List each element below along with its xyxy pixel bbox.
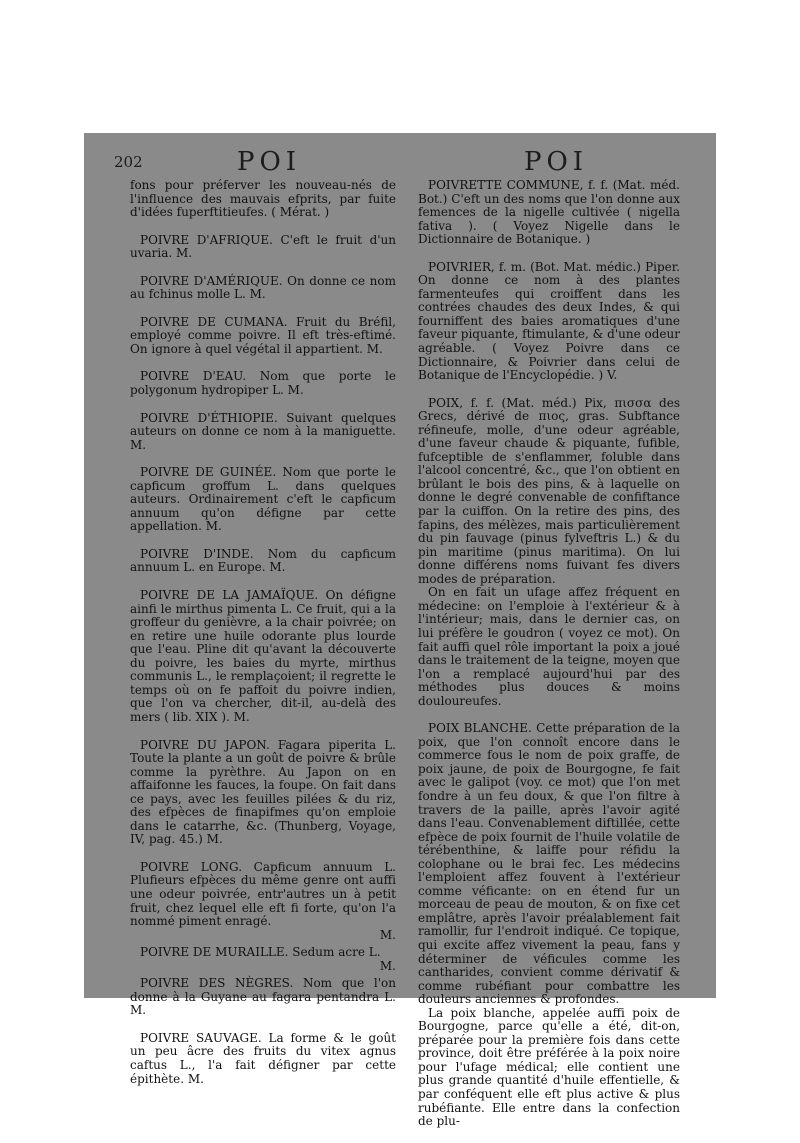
entry-continuation: fons pour préferver les nouveau-nés de l'influence des mauvais efprits, par fuite d'idées fuperftitieufes. ( Mérat. )	[130, 178, 396, 220]
entry-signature: M.	[379, 927, 396, 942]
entry-poivre-negres: POIVRE DES NÈGRES. Nom que l'on donne à la Guyane au fagara pentandra L. M.	[130, 976, 396, 1018]
entry-poivre-guinee: POIVRE DE GUINÉE. Nom que porte le capficum groffum L. dans quelques auteurs. Ordinairement c'eft le capficum annuum qu'on défigne par cette appellation. M.	[130, 465, 396, 534]
entry-poivre-cumana: POIVRE DE CUMANA. Fruit du Bréfil, employé comme poivre. Il eft très-eftimé. On ignore à quel végétal il appartient. M.	[130, 314, 396, 356]
entry-poivre-afrique: POIVRE D'AFRIQUE. C'eft le fruit d'un uvaria. M.	[130, 232, 396, 261]
entry-poivre-japon: POIVRE DU JAPON. Fagara piperita L. Toute la plante a un goût de poivre & brûle comme la pyrèthre. Au Japon on en affaifonne les fauces, la foupe. On fait dans ce pays, avec les feuilles pilées & du riz, des efpèces de finapifmes qu'on emploie dans le catarrhe, &c. (Thunberg, Voyage, IV, pag. 45.) M.	[130, 737, 396, 847]
entry-poivre-inde: POIVRE D'INDE. Nom du capficum annuum L. en Europe. M.	[130, 546, 396, 575]
page-header	[92, 147, 706, 177]
entry-poix-blanche: POIX BLANCHE. Cette préparation de la poix, que l'on connoît encore dans le commerce fous le nom de poix graffe, de poix jaune, de poix de Bourgogne, fe fait avec le galipot (voy. ce mot) que l'on met fondre à un feu doux, & que l'on filtre à travers de la paille, après l'avoir agité dans l'eau. Convenablement diftillée, cette efpèce de poix fournit de l'huile volatile de térébenthine, & laiffe pour réfidu la colophane ou le brai fec. Les médecins l'emploient affez fouvent à l'extérieur comme véficante: on en étend fur un morceau de peau de mouton, & on fixe cet emplâtre, après l'avoir préalablement fait ramollir, fur l'endroit indiqué. Ce topique, qui excite affez vivement la peau, fans y déterminer de véficules comme les cantharides, convient comme dérivatif & comme rubéfiant pour combattre les douleurs anciennes & profondes.	[418, 721, 680, 1007]
page-number: 202	[114, 153, 143, 171]
entry-poivre-jamaique: POIVRE DE LA JAMAÏQUE. On défigne ainfi le mirthus pimenta L. Ce fruit, qui a la groffeur du genièvre, a la chair poivrée; on en retire une huile odorante plus lourde que l'eau. Pline dit qu'avant la découverte du poivre, les baies du myrte, mirthus communis L., le remplaçoient; il regrette le temps où on fe paffoit du poivre indien, que l'on va chercher, dit-il, au-delà des mers ( lib. XIX ). M.	[130, 588, 396, 724]
entry-poivre-ethiopie: POIVRE D'ÉTHIOPIE. Suivant quelques auteurs on donne ce nom à la maniguette. M.	[130, 410, 396, 452]
entry-poivre-muraille: POIVRE DE MURAILLE. Sedum acre L. M.	[130, 946, 396, 973]
entry-poix-blanche-continued: La poix blanche, appelée auffi poix de Bourgogne, parce qu'elle a été, dit-on, préparée pour la première fois dans cette province, doit être préférée à la poix noire pour l'ufage médical; elle contient une plus grande quantité d'huile effentielle, & par conféquent elle eft plus active & plus rubéfiante. Elle entre dans la confection de plu-	[418, 1005, 680, 1129]
entry-poivrier: POIVRIER, f. m. (Bot. Mat. médic.) Piper. On donne ce nom à des plantes farmenteufes qui croiffent dans les contrées chaudes des deux Indes, & qui fourniffent des baies aromatiques d'une faveur piquante, ftimulante, & d'une odeur agréable. ( Voyez Poivre dans ce Dictionnaire, & Poivrier dans celui de Botanique de l'Encyclopédie. ) V.	[418, 259, 680, 383]
entry-poivrette: POIVRETTE COMMUNE, f. f. (Mat. méd. Bot.) C'eft un des noms que l'on donne aux femences de la nigelle cultivée ( nigella fativa ). ( Voyez Nigelle dans le Dictionnaire de Botanique. )	[418, 178, 680, 247]
running-head-right: POI	[524, 147, 589, 177]
entry-poivre-eau: POIVRE D'EAU. Nom que porte le polygonum hydropiper L. M.	[130, 369, 396, 398]
entry-poivre-amerique: POIVRE D'AMÉRIQUE. On donne ce nom au fchinus molle L. M.	[130, 273, 396, 302]
entry-poix-usage: On en fait un ufage affez fréquent en médecine: on l'emploie à l'extérieur & à l'intérieur; mais, dans le dernier cas, on lui préfère le goudron ( voyez ce mot). On fait auffi quel rôle important la poix a joué dans le traitement de la teigne, moyen que l'on a remplacé aujourd'hui par des méthodes plus douces & moins douloureufes.	[418, 585, 680, 708]
scanned-page	[84, 133, 716, 1129]
running-head-left: POI	[237, 147, 302, 177]
entry-poivre-long: POIVRE LONG. Capficum annuum L. Plufieurs efpèces du même genre ont auffi une odeur poivrée, entr'autres un à petit fruit, chez lequel elle eft fi forte, qu'on l'a nommé piment enragé. M.	[130, 859, 396, 942]
right-column	[418, 179, 680, 1143]
entry-signature: M.	[379, 958, 396, 973]
entry-poivre-sauvage: POIVRE SAUVAGE. La forme & le goût un peu âcre des fruits du vitex agnus caftus L., l'a fait défigner par cette épithète. M.	[130, 1030, 396, 1086]
left-column	[130, 179, 396, 1100]
entry-poix: POIX, f. f. (Mat. méd.) Pix, πισσα des Grecs, dérivé de πιος, gras. Subftance réfineufe, molle, d'une odeur agréable, d'une faveur chaude & piquante, fufible, fufceptible de s'enflammer, foluble dans l'alcool concentré, &c., que l'on obtient en brûlant le bois des pins, & à laquelle on donne le degré convenable de confiftance par la cuiffon. On la retire des pins, des fapins, des mélèzes, mais particulièrement du pin fauvage (pinus fylveftris L.) & du pin maritime (pinus maritima). On lui donne différens noms fuivant fes divers modes de préparation.	[418, 395, 680, 586]
